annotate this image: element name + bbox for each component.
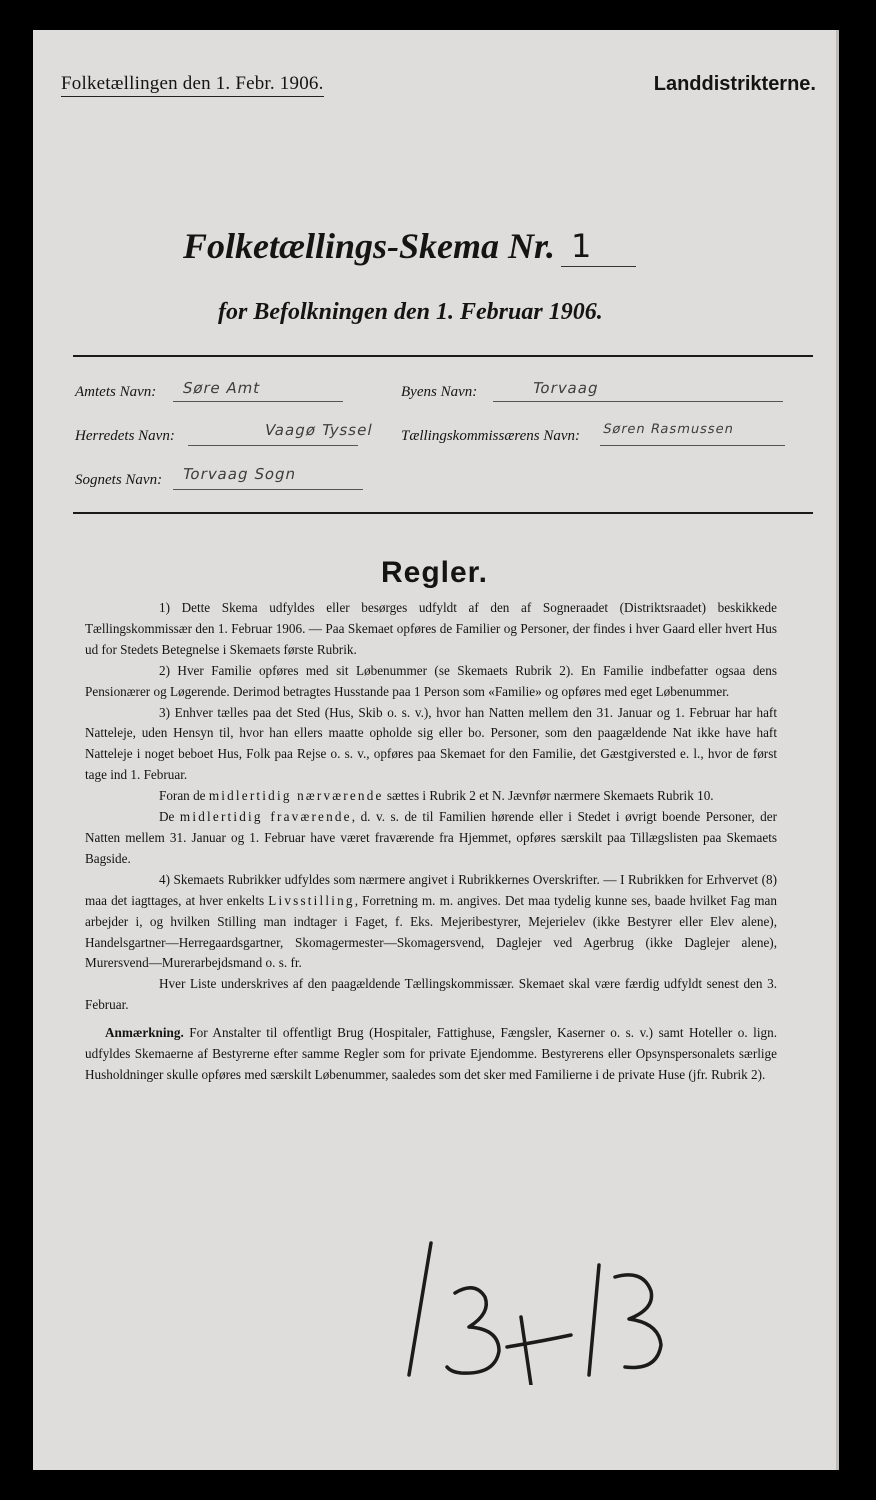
annotation-digit-3 xyxy=(447,1288,499,1373)
rule-4: 4) Skemaets Rubrikker udfyldes som nærmere angivet i Rubrikkernes Overskrifter. — I Rubrikken for Erhvervet (8) maa det iagttages, at hver enkelts Livsstilling, Forretning m. m. angives. Det maa tydelig kunne ses, baade hvilket Fag man arbejder i, og hvilken Stilling man indtager i Faget, f. Eks. Mejeribestyrer, Mejerielev (ikke Bestyrer eller Elev alene), Handelsgartner—Herregaardsgartner, Skomagermester—Skomagersvend, Daglejer ved Agerbrug (ikke Daglejer alene), Murersvend—Murerarbejdsmand o. s. fr. xyxy=(85,871,777,971)
rules-text xyxy=(85,598,777,1086)
district-type: Landdistrikterne. xyxy=(653,73,816,95)
rule-3-absent: De midlertidig fraværende, d. v. s. de til Familien hørende eller i Stedet i øvrigt boende Personer, der Natten mellem 31. Januar og 1. Februar have været fraværende fra Hjemmet, opføres særskilt paa Tillægslisten paa Skemaets Bagside. xyxy=(85,809,777,866)
form-number: 1 xyxy=(571,227,592,265)
herred-value: Vaagø Tyssel xyxy=(263,421,375,439)
census-header: Folketællingen den 1. Febr. 1906. xyxy=(61,74,324,97)
rule-1: 1) Dette Skema udfyldes eller besørges udfyldt af den af Sogneraadet (Distriktsraadet) beskikkede Tællingskommissær den 1. Februar 1906. — Paa Skemaet opføres de Familier og Personer, der findes i hver Gaard eller hvert Hus ud for Stedets Betegnelse i Skemaets første Rubrik. xyxy=(85,600,777,657)
by-value: Torvaag xyxy=(531,379,601,397)
sogn-value: Torvaag Sogn xyxy=(181,465,299,483)
remark: Anmærkning. For Anstalter til offentligt Brug (Hospitaler, Fattighuse, Fængsler, Kaserner o. s. v.) samt Hoteller o. lign. udfyldes Skemaerne af Bestyrerne efter samme Regler som for private Ejendomme. Bestyrerens eller Opsynspersonalets særlige Husholdninger skulle opføres med særskilt Løbenummer, saaledes som det sker med Familierne i de private Huse (jfr. Rubrik 2). xyxy=(85,1025,777,1082)
herred-label: Herredets Navn: xyxy=(75,428,175,444)
annotation-digit-1 xyxy=(409,1243,431,1375)
kommissaer-value: Søren Rasmussen xyxy=(601,422,736,437)
amt-value: Søre Amt xyxy=(181,379,263,397)
rule-3-present: Foran de midlertidig nærværende sættes i Rubrik 2 et N. Jævnfør nærmere Skemaets Rubrik 10. xyxy=(159,788,714,804)
form-number-field xyxy=(561,226,636,267)
rule-2: 2) Hver Familie opføres med sit Løbenummer (se Skemaets Rubrik 2). En Familie indbefatter ogsaa dens Pensionærer og Løgerende. Derimod betragtes Husstande paa 1 Person som «Familie» og opføres med eget Løbenummer. xyxy=(85,662,777,699)
rules-heading: Regler. xyxy=(380,556,489,589)
top-divider xyxy=(73,355,813,357)
sogn-label: Sognets Navn: xyxy=(75,472,163,488)
form-title xyxy=(183,226,636,267)
census-form-page xyxy=(33,30,839,1470)
fields-divider xyxy=(73,512,813,514)
form-subtitle: for Befolkningen den 1. Februar 1906. xyxy=(218,299,603,325)
form-title-text: Folketællings-Skema Nr. xyxy=(183,226,556,266)
rule-3: 3) Enhver tælles paa det Sted (Hus, Skib o. s. v.), hvor han Natten mellem den 31. Januar og 1. Februar har haft Natteleje, uden Hensyn til, hvor han ellers maatte opholde sig eller bo. Personer, som den paagældende Nat ikke have haft Natteleje i noget beboet Hus, Folk paa Rejse o. s. v., opføres paa Skemaet for den Familie, det Gæstgiversted e. l., hvor de først tage ind 1. Februar. xyxy=(85,704,777,783)
annotation-digit-1b xyxy=(589,1265,599,1375)
rule-4-signature: Hver Liste underskrives af den paagældende Tællingskommissær. Skemaet skal være færdig udfyldt senest den 3. Februar. xyxy=(85,976,777,1013)
annotation-digit-3b xyxy=(615,1275,661,1368)
amt-label: Amtets Navn: xyxy=(75,384,157,400)
kommissaer-label: Tællingskommissærens Navn: xyxy=(401,428,581,444)
handwritten-annotation xyxy=(403,1235,703,1385)
by-label: Byens Navn: xyxy=(401,384,478,400)
annotation-plus xyxy=(507,1317,571,1385)
